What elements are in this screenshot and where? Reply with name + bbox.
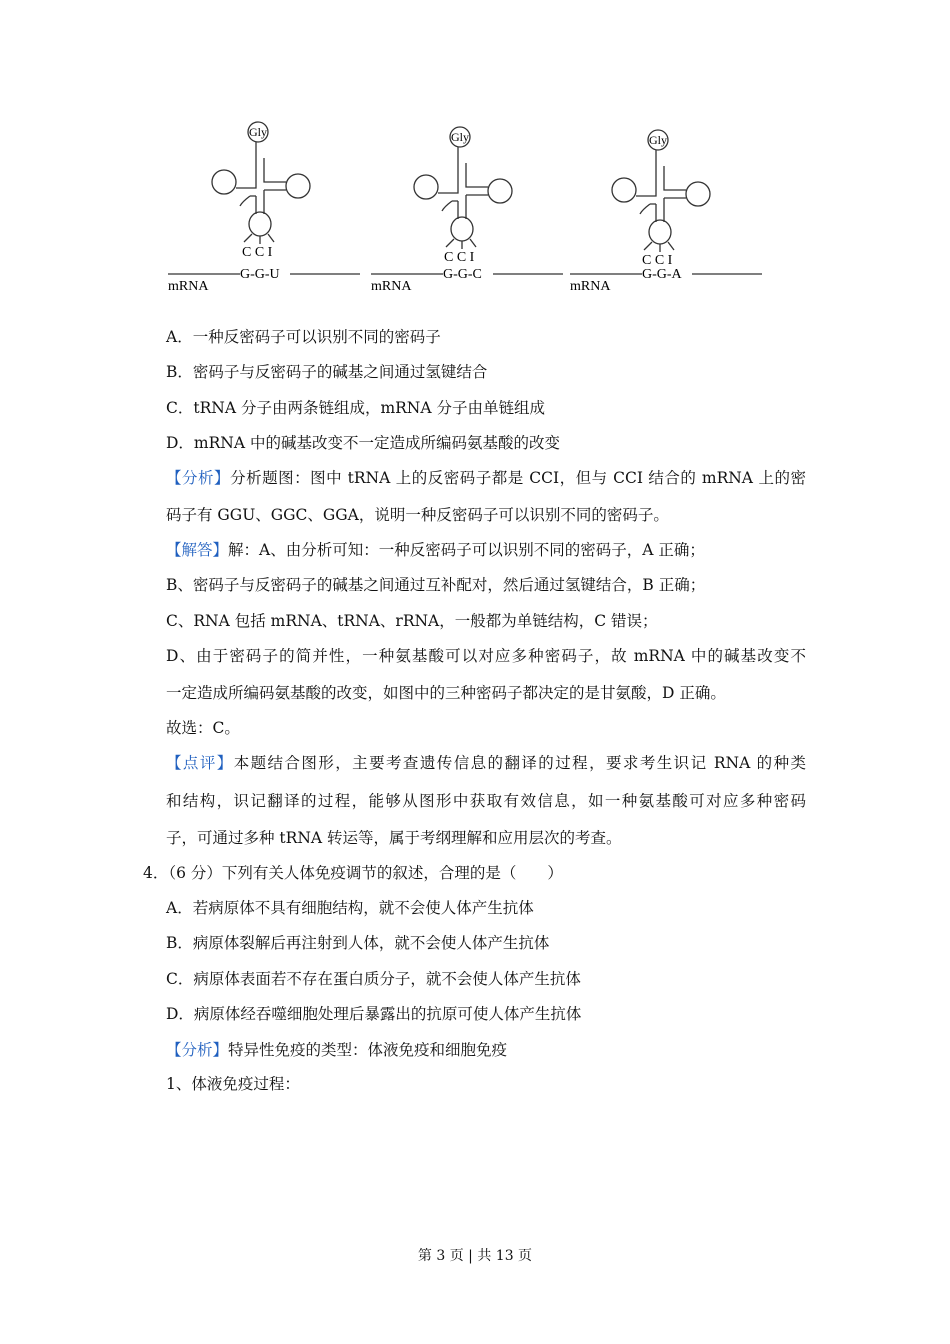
q3-answer-line: C、RNA 包括 mRNA、tRNA、rRNA，一般都为单链结构，C 错误；: [166, 612, 658, 630]
anticodon-label: C C I: [444, 250, 475, 265]
q3-analysis-line: [166, 468, 806, 488]
q4-option-c: C．病原体表面若不存在蛋白质分子，就不会使人体产生抗体: [166, 970, 581, 988]
mrna-label: mRNA: [371, 279, 412, 294]
q3-answer-line: [166, 540, 806, 560]
q4-analysis: [166, 1040, 806, 1060]
variable-loop: [640, 204, 650, 214]
q4-stem: 4．（6 分）下列有关人体免疫调节的叙述，合理的是（ ）: [143, 864, 563, 882]
q3-option-a: A．一种反密码子可以识别不同的密码子: [166, 328, 441, 346]
analysis-tag: 【分析】: [166, 469, 231, 487]
anticodon-loop: [649, 220, 671, 244]
codon-label: G-G-C: [443, 267, 482, 282]
trna-stem: [438, 147, 488, 219]
q4-option-b: B．病原体裂解后再注射到人体，就不会使人体产生抗体: [166, 934, 550, 952]
answer-tag: 【解答】: [166, 541, 229, 559]
comment-text: 本题结合图形，主要考查遗传信息的翻译的过程，要求考生识记 RNA 的种类: [233, 754, 806, 772]
q3-comment-line: 和结构，识记翻译的过程，能够从图形中获取有效信息，如一种氨基酸可对应多种密码: [166, 792, 806, 810]
t-loop: [686, 182, 710, 206]
comment-tag: 【点评】: [166, 754, 234, 772]
q3-option-c: C．tRNA 分子由两条链组成，mRNA 分子由单链组成: [166, 399, 545, 417]
mrna-label: mRNA: [168, 279, 209, 294]
q3-answer-line: 故选：C。: [166, 719, 240, 737]
t-loop: [286, 174, 310, 198]
variable-loop: [240, 196, 250, 206]
trna-codon-diagram: [160, 110, 770, 300]
q4-option-a: A．若病原体不具有细胞结构，就不会使人体产生抗体: [166, 899, 534, 917]
anticodon-loop: [451, 217, 473, 241]
analysis-text: 特异性免疫的类型：体液免疫和细胞免疫: [228, 1041, 508, 1059]
anticodon-label: C C I: [242, 245, 273, 260]
q3-answer-line: B、密码子与反密码子的碱基之间通过互补配对，然后通过氢键结合，B 正确；: [166, 576, 706, 594]
anticodon-label: C C I: [642, 253, 673, 268]
amino-acid-label: Gly: [249, 125, 267, 139]
trna-stem: [636, 150, 686, 222]
answer-text: 解：A、由分析可知：一种反密码子可以识别不同的密码子，A 正确；: [228, 541, 705, 559]
q3-answer-line: 一定造成所编码氨基酸的改变，如图中的三种密码子都决定的是甘氨酸，D 正确。: [166, 684, 726, 702]
q4-option-d: D．病原体经吞噬细胞处理后暴露出的抗原可使人体产生抗体: [166, 1005, 582, 1023]
d-loop: [212, 170, 236, 194]
q3-comment-line: 子，可通过多种 tRNA 转运等，属于考纲理解和应用层次的考查。: [166, 829, 622, 847]
codon-label: G-G-A: [642, 267, 682, 282]
amino-acid-label: Gly: [451, 130, 469, 144]
trna-stem: [236, 142, 286, 214]
q3-comment-line: [166, 753, 806, 773]
amino-acid-label: Gly: [649, 133, 667, 147]
page-footer: 第 3 页 | 共 13 页: [417, 1248, 533, 1264]
t-loop: [488, 179, 512, 203]
q3-answer-line: D、由于密码子的简并性，一种氨基酸可以对应多种密码子，故 mRNA 中的碱基改变不: [166, 647, 806, 665]
codon-label: G-G-U: [240, 267, 280, 282]
mrna-label: mRNA: [570, 279, 611, 294]
d-loop: [414, 175, 438, 199]
analysis-text: 分析题图：图中 tRNA 上的反密码子都是 CCI，但与 CCI 结合的 mRNA 上的密: [230, 469, 806, 487]
q3-option-d: D．mRNA 中的碱基改变不一定造成所编码氨基酸的改变: [166, 434, 560, 452]
d-loop: [612, 178, 636, 202]
analysis-tag: 【分析】: [166, 1041, 229, 1059]
q3-option-b: B．密码子与反密码子的碱基之间通过氢键结合: [166, 363, 488, 381]
variable-loop: [442, 201, 452, 211]
anticodon-loop: [249, 212, 271, 236]
q4-sub1: 1、体液免疫过程：: [166, 1075, 300, 1093]
q3-analysis-line: 码子有 GGU、GGC、GGA，说明一种反密码子可以识别不同的密码子。: [166, 506, 669, 524]
